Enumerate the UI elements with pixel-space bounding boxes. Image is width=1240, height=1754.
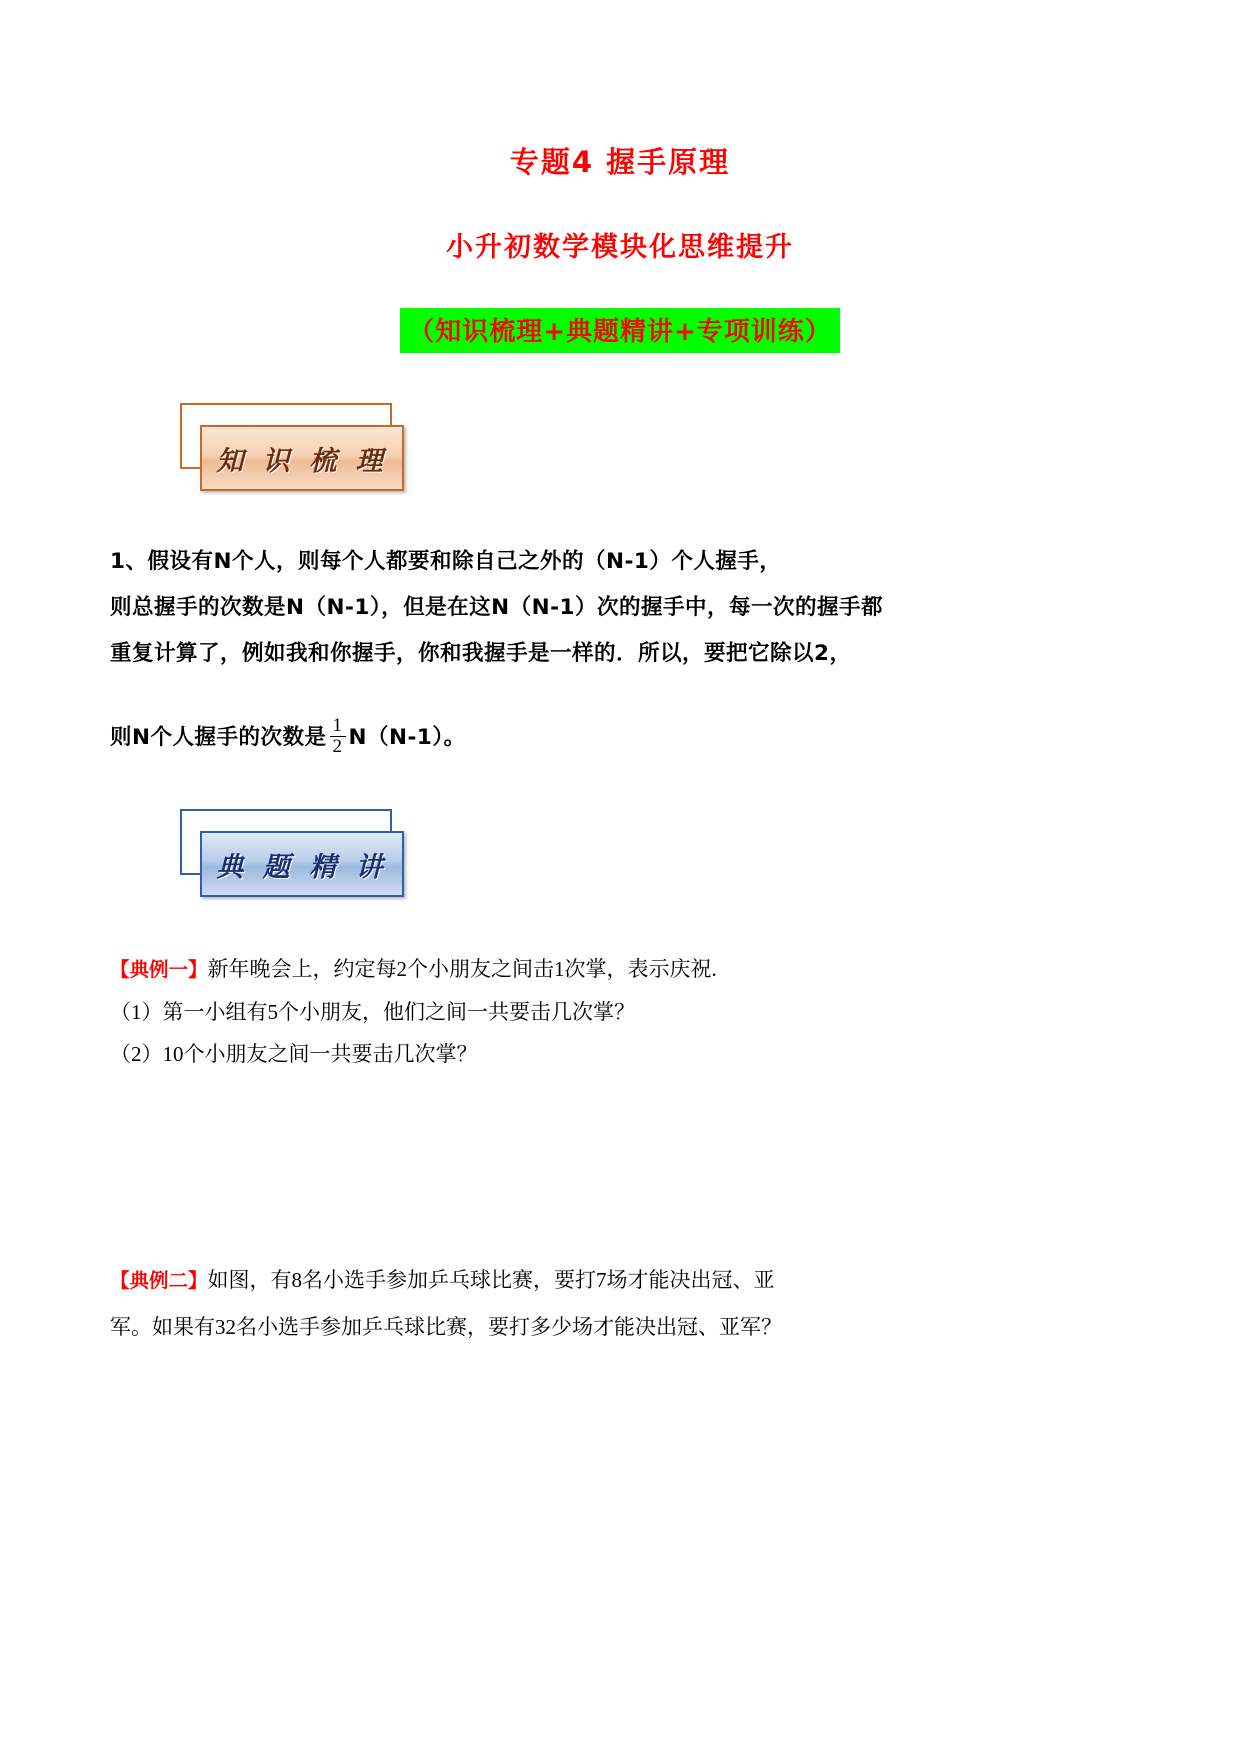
page-subtitle-highlight-wrap	[110, 308, 1130, 353]
example-tag: 【典例一】	[110, 958, 208, 981]
example-item	[110, 948, 1130, 1075]
example-first-line	[110, 948, 1130, 991]
document-title-block	[110, 0, 1130, 353]
knowledge-body	[110, 539, 1130, 761]
knowledge-banner-label: 知 识 梳 理	[216, 445, 388, 477]
examples-body	[110, 948, 1130, 1350]
knowledge-paragraph: 重复计算了，例如我和你握手，你和我握手是一样的．所以，要把它除以2，	[110, 641, 852, 666]
example-first-line	[110, 1257, 1130, 1304]
knowledge-paragraph: 1、假设有N个人，则每个人都要和除自己之外的（N-1）个人握手，	[110, 549, 782, 574]
knowledge-formula-line	[110, 715, 1130, 761]
example-tag: 【典例二】	[110, 1269, 208, 1292]
knowledge-banner-plate	[200, 425, 404, 491]
answer-space	[110, 1075, 1130, 1257]
page-title: 专题4 握手原理	[509, 145, 731, 179]
fraction-denominator: 2	[330, 736, 346, 757]
example-line: 新年晚会上，约定每2个小朋友之间击1次掌，表示庆祝.	[207, 957, 717, 981]
example-item	[110, 1257, 1130, 1350]
example-line: （1）第一小组有5个小朋友，他们之间一共要击几次掌？	[110, 1000, 635, 1024]
knowledge-section-banner	[180, 403, 1130, 523]
examples-section-banner	[180, 809, 1130, 934]
example-line: 军。如果有32名小选手参加乒乓球比赛，要打多少场才能决出冠、亚军？	[110, 1315, 782, 1339]
formula-suffix: N（N-1）。	[348, 725, 466, 750]
example-line: （2）10个小朋友之间一共要击几次掌？	[110, 1042, 478, 1066]
page-subtitle: 小升初数学模块化思维提升	[446, 232, 794, 263]
examples-banner-plate	[200, 831, 404, 897]
example-line: 如图，有8名小选手参加乒乓球比赛，要打7场才能决出冠、亚	[207, 1268, 775, 1292]
formula-prefix: 则N个人握手的次数是	[110, 725, 327, 750]
knowledge-paragraph: 则总握手的次数是N（N-1），但是在这N（N-1）次的握手中，每一次的握手都	[110, 595, 883, 620]
fraction-one-half	[330, 716, 346, 757]
examples-banner-label: 典 题 精 讲	[216, 851, 388, 883]
fraction-numerator: 1	[332, 714, 343, 736]
page-subtitle-highlight: （知识梳理+典题精讲+专项训练）	[400, 308, 840, 353]
